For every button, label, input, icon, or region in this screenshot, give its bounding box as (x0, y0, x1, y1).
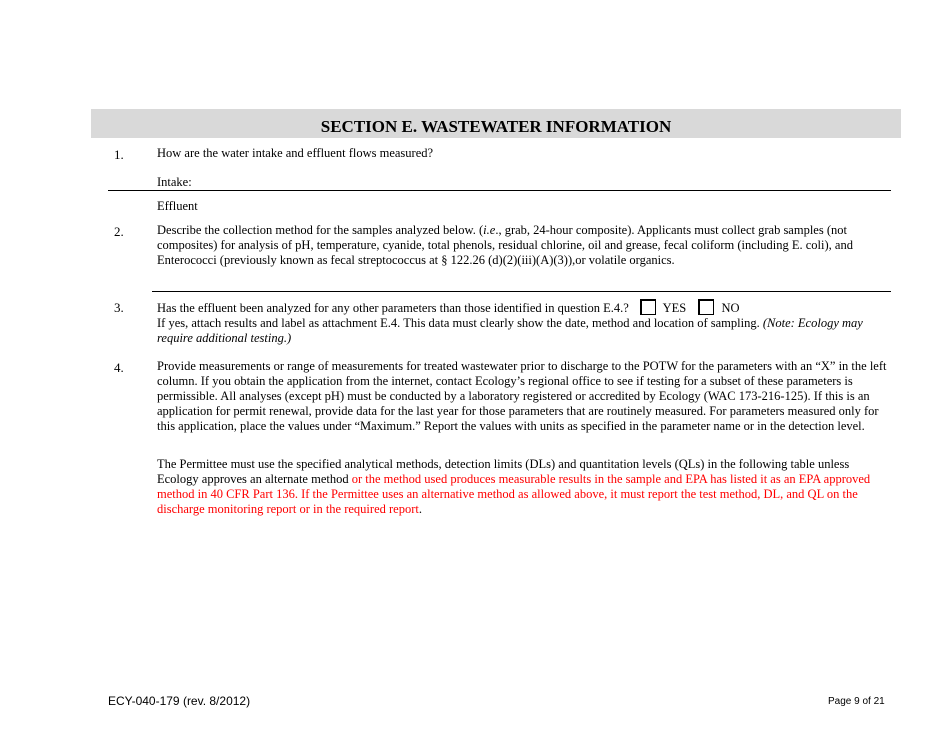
q3-instruction: If yes, attach results and label as attachment E.4. This data must clearly show the date, method and location of sampling. (157, 316, 760, 330)
q4-number: 4. (114, 360, 124, 375)
no-checkbox[interactable] (698, 299, 714, 315)
yes-checkbox[interactable] (640, 299, 656, 315)
q3-number: 3. (114, 300, 124, 315)
yes-label: YES (662, 301, 687, 315)
q2-number: 2. (114, 224, 124, 239)
q3-text (157, 299, 892, 346)
section-title: SECTION E. WASTEWATER INFORMATION (320, 117, 672, 136)
form-id: ECY-040-179 (rev. 8/2012) (108, 694, 251, 708)
q2-answer-line[interactable] (152, 291, 891, 292)
q1-number: 1. (114, 147, 124, 162)
q4-text: Provide measurements or range of measurements for treated wastewater prior to discharge to the POTW for the parameters with an “X” in the left column. If you obtain the application from the internet, contact Ecology’s regional office to see if testing for a subset of these parameters is permissible. All analyses (except pH) must be conducted by a laboratory registered or accredited by Ecology (WAC 173-216-125). If this is an application for permit renewal, provide data for the last year for those parameters that are routinely measured. For parameters measured only for this application, place the values under “Maximum.” Report the values with units as specified in the parameter name or in the detection level. (157, 359, 887, 433)
q1-text: How are the water intake and effluent flows measured? (157, 146, 434, 160)
intake-answer-line[interactable] (108, 190, 891, 191)
page-number: Page 9 of 21 (828, 696, 885, 707)
permittee-paragraph: The Permittee must use the specified analytical methods, detection limits (DLs) and quantitation levels (QLs) in the following table unless Ecology approves an alternate method or the method used produces measurable results in the sample and EPA has listed it as an EPA approved method in 40 CFR Part 136. If the Permittee uses an alternative method as allowed above, it must report the test method, DL, and QL on the discharge monitoring report or in the required report. (157, 457, 871, 516)
q3-note: (Note: Ecology may require additional testing.) (157, 316, 863, 345)
no-label: NO (721, 301, 740, 315)
effluent-label: Effluent (157, 199, 198, 213)
q3-question: Has the effluent been analyzed for any other parameters than those identified in question E.4.? (157, 301, 629, 315)
intake-label: Intake: (157, 175, 192, 189)
q2-text: Describe the collection method for the samples analyzed below. (i.e., grab, 24-hour composite). Applicants must collect grab samples (not composites) for analysis of pH, temperature, cyanide, total phenols, residual chlorine, oil and grease, fecal coliform (including E. coli), and Enterococci (previously known as fecal streptococcus at § 122.26 (d)(2)(iii)(A)(3)),or volatile organics. (157, 223, 853, 267)
permittee-red-text: or the method used produces measurable results in the sample and EPA has listed it as an EPA approved method in 40 CFR Part 136. If the Permittee uses an alternative method as allowed above, it must report the test method, DL, and QL on the discharge monitoring report or in the required report (157, 472, 871, 516)
